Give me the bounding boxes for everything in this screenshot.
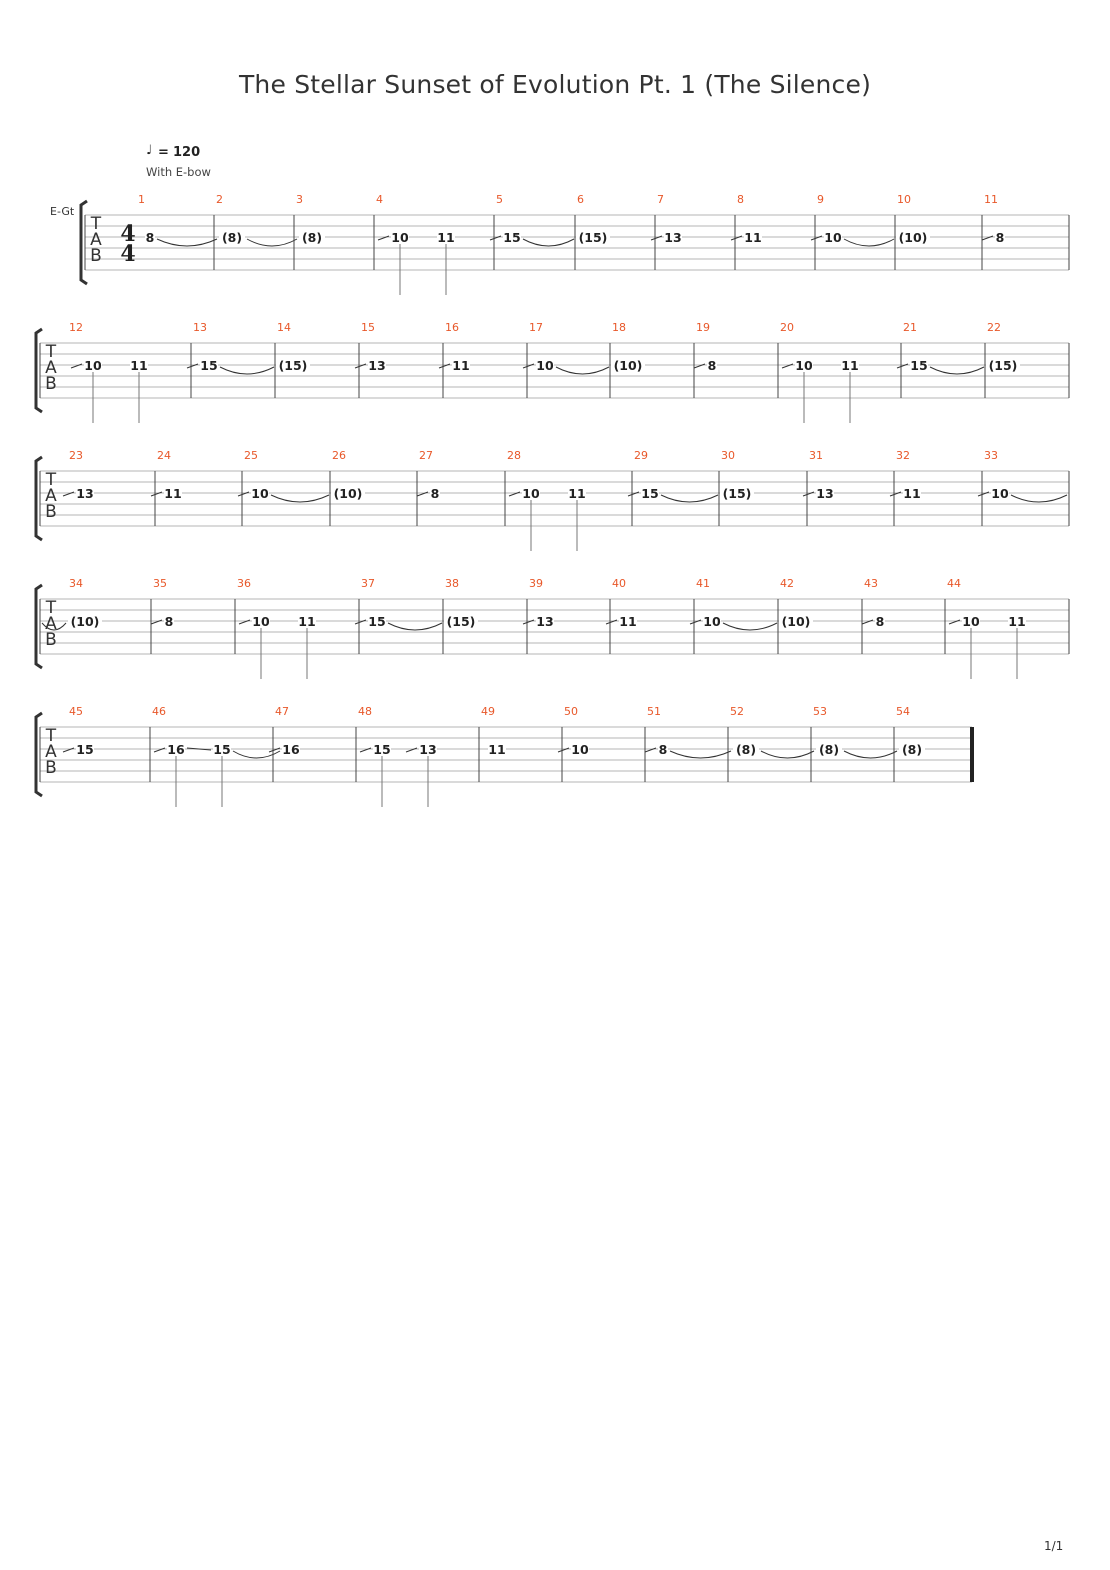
tab-system <box>36 577 1069 679</box>
measure-number: 48 <box>358 705 372 718</box>
fret-number: 10 <box>571 742 589 757</box>
tempo-bpm: 120 <box>173 145 201 160</box>
page-title: The Stellar Sunset of Evolution Pt. 1 (The Silence) <box>238 70 872 99</box>
tab-clef-letter: T <box>45 726 57 746</box>
measure-number: 6 <box>577 193 584 206</box>
measure-number: 45 <box>69 705 83 718</box>
measure-number: 46 <box>152 705 166 718</box>
fret-number: 15 <box>213 742 231 757</box>
fret-number: 8 <box>875 614 885 629</box>
tab-clef-letter: T <box>45 342 57 362</box>
fret-number: (10) <box>333 486 363 501</box>
tab-clef-letter: A <box>45 614 57 634</box>
tie-arc <box>930 367 984 374</box>
time-signature-bottom: 4 <box>120 241 136 267</box>
fret-number: (15) <box>446 614 476 629</box>
system-bracket <box>36 713 42 796</box>
fret-number: (10) <box>898 230 928 245</box>
tempo-note-icon: ♩ <box>146 143 153 158</box>
measure-number: 52 <box>730 705 744 718</box>
measure-number: 32 <box>896 449 910 462</box>
fret-number: (8) <box>901 742 923 757</box>
playing-direction: With E-bow <box>146 165 211 179</box>
tab-clef-letter: A <box>45 486 57 506</box>
measure-number: 7 <box>657 193 664 206</box>
instrument-name: E-Gt <box>50 205 75 218</box>
tempo-equals: = <box>158 145 169 160</box>
fret-number: 13 <box>76 486 94 501</box>
tie-arc-out <box>1011 495 1067 502</box>
fret-number: 11 <box>130 358 148 373</box>
tab-clef-letter: B <box>45 502 57 522</box>
measure-number: 8 <box>737 193 744 206</box>
fret-number: 8 <box>430 486 440 501</box>
tie-arc <box>157 239 217 246</box>
fret-number: (15) <box>988 358 1018 373</box>
measure-number: 1 <box>138 193 145 206</box>
system-bracket <box>36 585 42 668</box>
measure-number: 50 <box>564 705 578 718</box>
fret-number: 10 <box>84 358 102 373</box>
fret-number: 10 <box>251 486 269 501</box>
measure-number: 26 <box>332 449 346 462</box>
time-signature-top: 4 <box>120 221 136 247</box>
measure-number: 47 <box>275 705 289 718</box>
fret-number: 11 <box>744 230 762 245</box>
measure-number: 42 <box>780 577 794 590</box>
measure-number: 18 <box>612 321 626 334</box>
measure-number: 2 <box>216 193 223 206</box>
fret-number: 13 <box>419 742 437 757</box>
measure-number: 27 <box>419 449 433 462</box>
measure-number: 21 <box>903 321 917 334</box>
measure-number: 31 <box>809 449 823 462</box>
tab-clef-letter: B <box>45 630 57 650</box>
tab-clef-letter: A <box>90 230 102 250</box>
system-bracket <box>36 329 42 412</box>
measure-number: 41 <box>696 577 710 590</box>
fret-number: 16 <box>282 742 300 757</box>
measure-number: 54 <box>896 705 910 718</box>
fret-number: 11 <box>488 742 506 757</box>
measure-number: 16 <box>445 321 459 334</box>
fret-number: 13 <box>664 230 682 245</box>
fret-number: 8 <box>707 358 717 373</box>
fret-number: 15 <box>503 230 521 245</box>
fret-number: 11 <box>903 486 921 501</box>
fret-number: 8 <box>995 230 1005 245</box>
measure-number: 14 <box>277 321 291 334</box>
tie-arc <box>247 239 297 246</box>
fret-number: (8) <box>818 742 840 757</box>
fret-number: 15 <box>373 742 391 757</box>
measure-number: 20 <box>780 321 794 334</box>
tab-clef-letter: B <box>45 374 57 394</box>
measure-number: 49 <box>481 705 495 718</box>
fret-number: 11 <box>298 614 316 629</box>
measure-number: 10 <box>897 193 911 206</box>
measure-number: 40 <box>612 577 626 590</box>
fret-number: 15 <box>200 358 218 373</box>
tie-arc <box>761 751 814 758</box>
measure-number: 13 <box>193 321 207 334</box>
fret-number: 11 <box>164 486 182 501</box>
fret-number: (15) <box>278 358 308 373</box>
tab-clef-letter: B <box>45 758 57 778</box>
tie-arc <box>523 239 574 246</box>
tab-clef-letter: T <box>45 470 57 490</box>
measure-number: 12 <box>69 321 83 334</box>
fret-number: 10 <box>703 614 721 629</box>
fret-number: 11 <box>568 486 586 501</box>
page-number: 1/1 <box>1044 1539 1064 1553</box>
measure-number: 19 <box>696 321 710 334</box>
measure-number: 5 <box>496 193 503 206</box>
measure-number: 4 <box>376 193 383 206</box>
fret-number: (10) <box>781 614 811 629</box>
fret-number: 11 <box>619 614 637 629</box>
measure-number: 44 <box>947 577 961 590</box>
tab-clef-letter: T <box>45 598 57 618</box>
measure-number: 38 <box>445 577 459 590</box>
measure-number: 39 <box>529 577 543 590</box>
tab-clef-letter: T <box>90 214 102 234</box>
tie-arc <box>271 495 329 502</box>
measure-number: 37 <box>361 577 375 590</box>
fret-number: 10 <box>991 486 1009 501</box>
measure-number: 43 <box>864 577 878 590</box>
fret-number: (10) <box>613 358 643 373</box>
fret-number: 15 <box>641 486 659 501</box>
fret-number: (8) <box>221 230 243 245</box>
fret-number: 10 <box>252 614 270 629</box>
tab-system <box>36 705 972 807</box>
fret-number: (8) <box>301 230 323 245</box>
fret-number: 15 <box>910 358 928 373</box>
measure-number: 29 <box>634 449 648 462</box>
fret-number: 10 <box>391 230 409 245</box>
measure-number: 30 <box>721 449 735 462</box>
fret-number: 11 <box>452 358 470 373</box>
tie-arc <box>844 751 897 758</box>
measure-number: 15 <box>361 321 375 334</box>
tab-system <box>50 193 1069 295</box>
tab-clef-letter: A <box>45 358 57 378</box>
tie-arc <box>556 367 609 374</box>
tie-arc <box>670 751 731 758</box>
fret-number: (15) <box>578 230 608 245</box>
system-bracket <box>36 457 42 540</box>
measure-number: 28 <box>507 449 521 462</box>
measure-number: 11 <box>984 193 998 206</box>
tie-arc <box>661 495 718 502</box>
fret-number: 15 <box>76 742 94 757</box>
fret-number: 10 <box>536 358 554 373</box>
measure-number: 9 <box>817 193 824 206</box>
fret-number: 10 <box>824 230 842 245</box>
fret-number: 13 <box>536 614 554 629</box>
measure-number: 23 <box>69 449 83 462</box>
fret-number: 8 <box>164 614 174 629</box>
measure-number: 3 <box>296 193 303 206</box>
tab-clef-letter: A <box>45 742 57 762</box>
fret-number: (15) <box>722 486 752 501</box>
system-bracket <box>81 201 87 284</box>
fret-number: 13 <box>816 486 834 501</box>
measure-number: 36 <box>237 577 251 590</box>
fret-number: 10 <box>522 486 540 501</box>
fret-number: 10 <box>795 358 813 373</box>
fret-number: 8 <box>658 742 668 757</box>
tie-arc <box>844 239 894 246</box>
measure-number: 35 <box>153 577 167 590</box>
measure-number: 24 <box>157 449 171 462</box>
tab-system <box>36 449 1069 551</box>
measure-number: 33 <box>984 449 998 462</box>
tab-clef-letter: B <box>90 246 102 266</box>
tab-system <box>36 321 1069 423</box>
measure-number: 17 <box>529 321 543 334</box>
tie-arc <box>220 367 274 374</box>
fret-number: 15 <box>368 614 386 629</box>
fret-number: 16 <box>167 742 185 757</box>
measure-number: 34 <box>69 577 83 590</box>
tie-arc <box>388 623 442 630</box>
fret-number: 11 <box>1008 614 1026 629</box>
fret-number: 8 <box>145 230 155 245</box>
fret-number: 11 <box>437 230 455 245</box>
measure-number: 22 <box>987 321 1001 334</box>
fret-number: 13 <box>368 358 386 373</box>
fret-number: (8) <box>735 742 757 757</box>
measure-number: 51 <box>647 705 661 718</box>
fret-number: (10) <box>70 614 100 629</box>
measure-number: 53 <box>813 705 827 718</box>
tie-arc <box>723 623 777 630</box>
fret-number: 11 <box>841 358 859 373</box>
fret-number: 10 <box>962 614 980 629</box>
measure-number: 25 <box>244 449 258 462</box>
